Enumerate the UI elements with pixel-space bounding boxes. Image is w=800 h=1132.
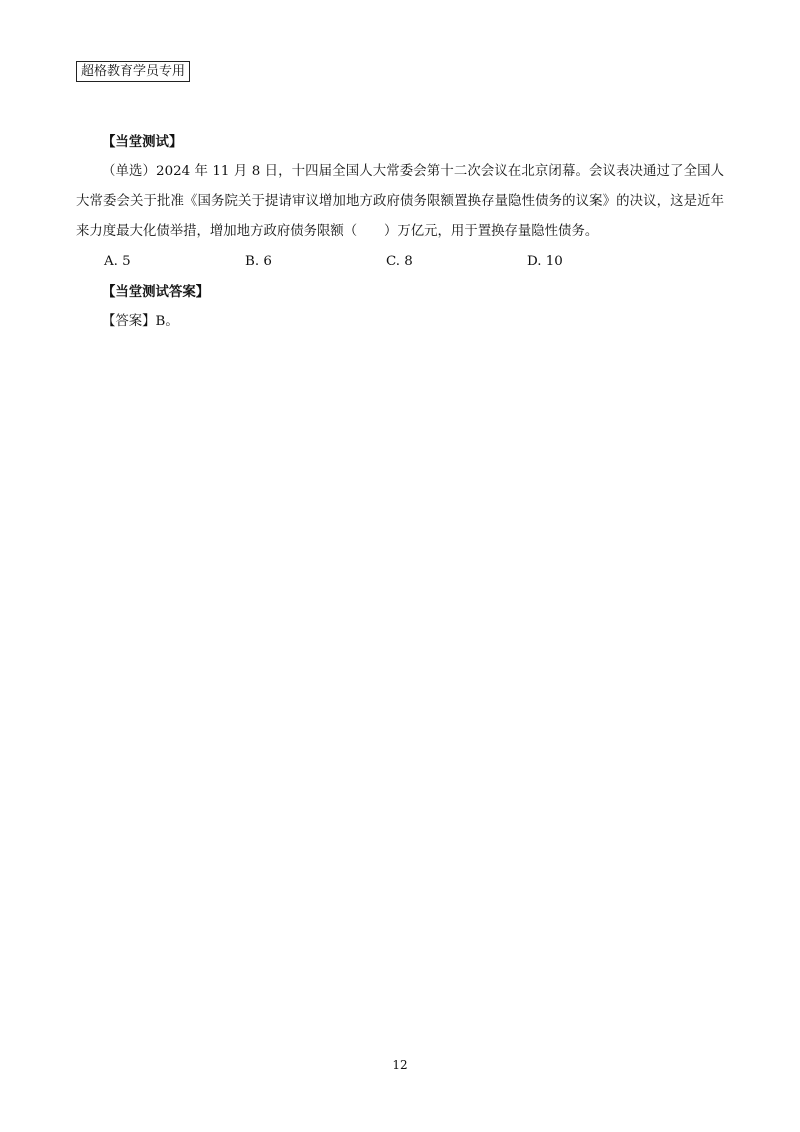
option-d: D. 10 (527, 254, 563, 269)
watermark-label: 超格教育学员专用 (76, 61, 190, 82)
answer-section-title: 【当堂测试答案】 (102, 284, 210, 300)
page-number: 12 (392, 1058, 408, 1072)
answer-text: 【答案】B。 (102, 314, 179, 329)
options-row (76, 247, 724, 277)
option-a: A. 5 (104, 254, 131, 269)
document-content (76, 127, 724, 337)
section-title: 【当堂测试】 (102, 134, 183, 150)
question-text: （单选）2024 年 11 月 8 日，十四届全国人大常委会第十二次会议在北京闭幕。会议表决通过了全国人大常委会关于批准《国务院关于提请审议增加地方政府债务限额置换存量隐性债务的议案》的决议，这是近年来力度最大化债举措，增加地方政府债务限额（ ）万亿元，用于置换存量隐性债务。 (76, 164, 724, 239)
option-b: B. 6 (245, 254, 272, 269)
option-c: C. 8 (386, 254, 413, 269)
